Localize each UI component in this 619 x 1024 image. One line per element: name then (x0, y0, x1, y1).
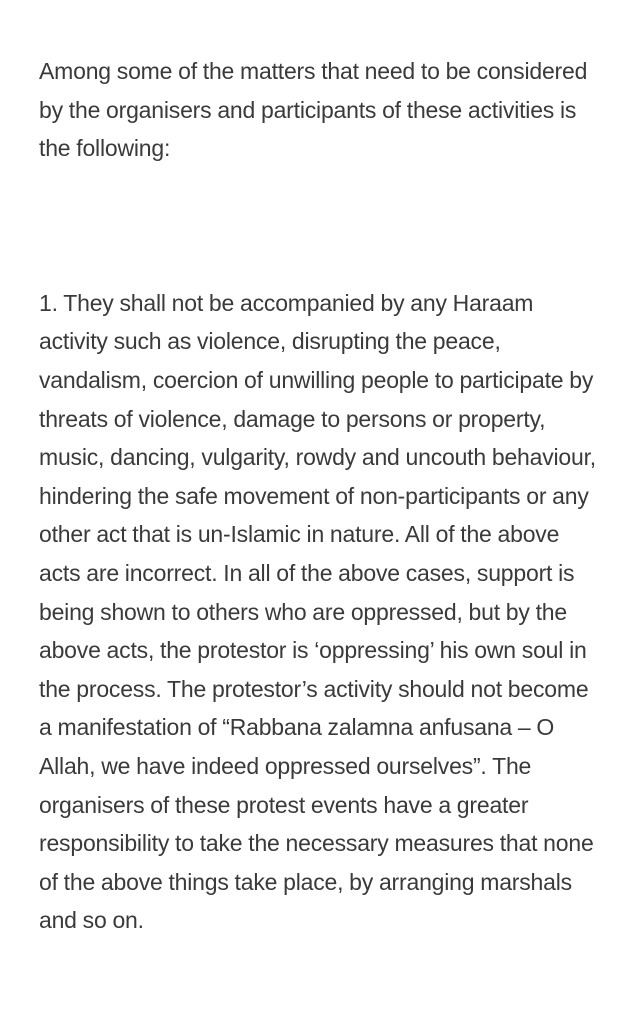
intro-paragraph: Among some of the matters that need to be considered by the organisers and participants of these activities is the following: (39, 58, 588, 162)
article-body (39, 52, 599, 940)
point-1-paragraph: 1. They shall not be accompanied by any Haraam activity such as violence, disrupting the peace, vandalism, coercion of unwilling people to participate by threats of violence, damage to persons or property, music, dancing, vulgarity, rowdy and uncouth behaviour, hindering the safe movement of non-participants or any other act that is un-Islamic in nature. All of the above acts are incorrect. In all of the above cases, support is being shown to others who are oppressed, but by the above acts, the protestor is ‘oppressing’ his own soul in the process. The protestor’s activity should not become a manifestation of “Rabbana zalamna anfusana – O Allah, we have indeed oppressed ourselves”. The organisers of these protest events have a greater responsibility to take the necessary measures that none of the above things take place, by arranging marshals and so on. (39, 289, 596, 934)
